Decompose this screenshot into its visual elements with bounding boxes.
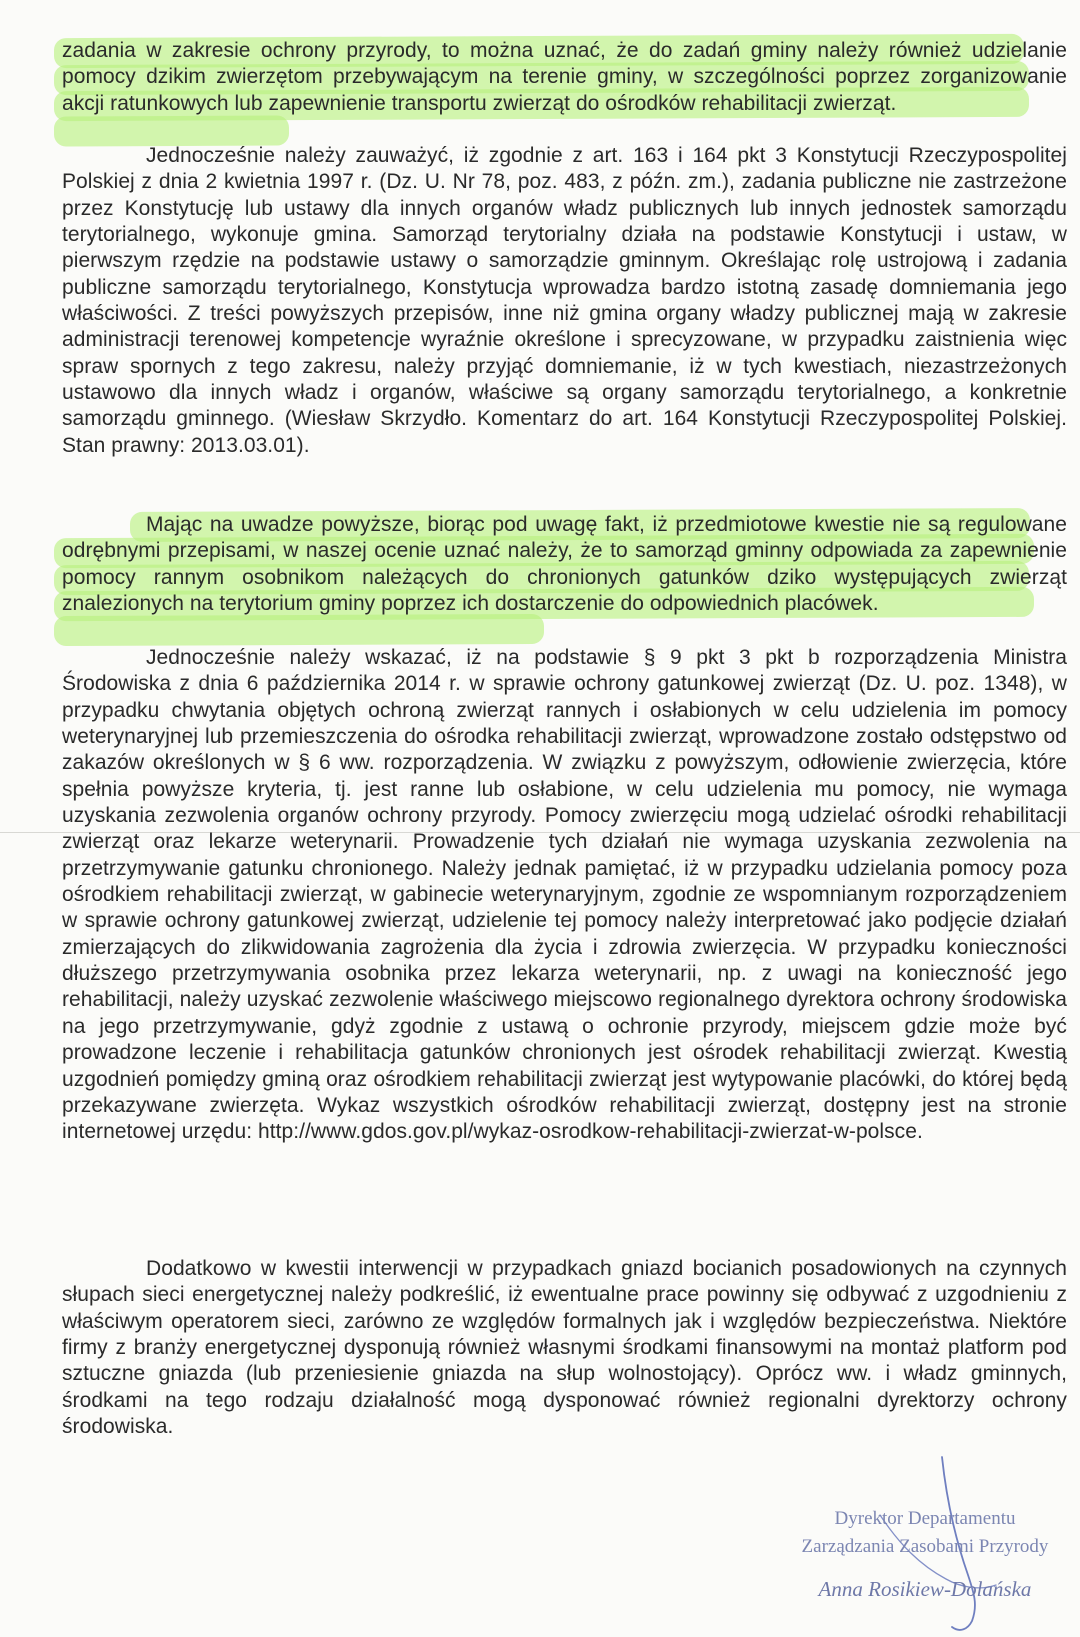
paragraph-text: Dodatkowo w kwestii interwencji w przypadkach gniazd bocianich posadowionych na czynnych słupach sieci energetycznej należy podkreślić, iż ewentualne prace powinny się odbywać z uzgodnieniu z właściwym operatorem sieci, zarówno ze względów formalnych jak i względów bezpieczeństwa. Niektóre firmy z branży energetycznej dysponują również własnymi środkami finansowymi na montaż platform pod sztuczne gniazda (lub przeniesienie gniazda na słup wolnostojący). Oprócz ww. i władz gminnych, środkami na tego rodzaju działalność mogą dysponować również regionalni dyrektorzy ochrony środowiska. [62,1257,1067,1439]
highlight-stroke [54,115,289,146]
signature-stamp [770,1505,1080,1603]
paragraph-2 [62,143,1067,459]
paragraph-text: Jednocześnie należy zauważyć, iż zgodnie z art. 163 i 164 pkt 3 Konstytucji Rzeczypospolitej Polskiej z dnia 2 kwietnia 1997 r. (Dz. U. Nr 78, poz. 483, z późn. zm.), zadania publiczne nie zastrzeżone przez Konstytucję lub ustawy dla innych organów władz publicznych lub innych jednostek samorządu terytorialnego, wykonuje gmina. Samorząd terytorialny działa na podstawie Konstytucji i ustaw, w pierwszym rzędzie na podstawie ustawy o samorządzie gminnym. Określając rolę ustrojową i zadania publiczne samorządu terytorialnego, Konstytucja wprowadza bardzo istotną zasadę domniemania jego właściwości. Z treści powyższych przepisów, inne niż gmina organy władzy publicznej mają w zakresie administracji terenowej kompetencje wyraźnie określone i sprecyzowane, w przypadku zaistnienia więc spraw spornych z tego zakresu, należy przyjąć domniemanie, iż w tych kwestiach, niezastrzeżonych ustawowo dla innych władz i organów, właściwe są organy samorządu terytorialnego, a konkretnie samorządu gminnego. (Wiesław Skrzydło. Komentarz do art. 164 Konstytucji Rzeczypospolitej Polskiej. Stan prawny: 2013.03.01). [62,144,1067,457]
paragraph-text: zadania w zakresie ochrony przyrody, to można uznać, że do zadań gminy należy również udzielanie pomocy dzikim zwierzętom przebywającym na terenie gminy, w szczególności poprzez zorganizowanie akcji ratunkowych lub zapewnienie transportu zwierząt do ośrodków rehabilitacji zwierząt. [62,39,1067,115]
paragraph-1 [62,38,1067,117]
paragraph-text: Jednocześnie należy wskazać, iż na podstawie § 9 pkt 3 pkt b rozporządzenia Ministra Środowiska z dnia 6 października 2014 r. w sprawie ochrony gatunkowej zwierząt (Dz. U. poz. 1348), w przypadku chwytania objętych ochroną zwierząt rannych i osłabionych w celu udzielenia im pomocy weterynaryjnej lub przemieszczenia do ośrodka rehabilitacji zwierząt, wprowadzone zostało odstępstwo od zakazów określonych w § 6 ww. rozporządzenia. W związku z powyższym, odłowienie zwierzęcia, które spełnia powyższe kryteria, tj. jest ranne lub osłabione, w celu udzielenia mu pomocy, nie wymaga uzyskania zezwolenia organów ochrony przyrody. Pomocy zwierzęciu mogą udzielać ośrodki rehabilitacji zwierząt oraz lekarze weterynarii. Prowadzenie tych działań nie wymaga uzyskania zezwolenia na przetrzymywanie gatunku chronionego. Należy jednak pamiętać, iż w przypadku udzielania pomocy poza ośrodkiem rehabilitacji zwierząt, w gabinecie weterynaryjnym, zgodnie ze wspomnianym rozporządzeniem w sprawie ochrony gatunkowej zwierząt, udzielenie tej pomocy należy interpretować jako podjęcie działań zmierzających do zlikwidowania zagrożenia dla życia i zdrowia zwierzęcia. W przypadku konieczności dłuższego przetrzymywania osobnika przez lekarza weterynarii, np. z uwagi na konieczność jego rehabilitacji, należy uzyskać zezwolenie właściwego miejscowo regionalnego dyrektora ochrony środowiska na jego przetrzymywanie, gdyż zgodnie z ustawą o ochronie przyrody, miejscem gdzie może być prowadzone leczenie i rehabilitacja gatunków chronionych jest ośrodek rehabilitacji zwierząt. Kwestią uzgodnień pomiędzy gminą oraz ośrodkiem rehabilitacji zwierząt jest wytypowanie placówki, do której będą przekazywane zwierzęta. Wykaz wszystkich ośrodków rehabilitacji zwierząt, dostępny jest na stronie internetowej urzędu: http://www.gdos.gov.pl/wykaz-osrodkow-rehabilitacji-zwierzat-w-polsce. [62,646,1067,1144]
paragraph-5 [62,1256,1067,1440]
highlight-stroke [54,614,544,646]
paragraph-3 [62,512,1067,617]
signatory-name: Anna Rosikiew-Dolańska [818,1577,1032,1601]
stamp-department-line: Zarządzania Zasobami Przyrody [801,1536,1049,1557]
paragraph-4 [62,645,1067,1146]
paragraph-text: Mając na uwadze powyższe, biorąc pod uwagę fakt, iż przedmiotowe kwestie nie są regulowane odrębnymi przepisami, w naszej ocenie uznać należy, że to samorząd gminny odpowiada za zapewnienie pomocy rannym osobnikom należących do chronionych gatunków dziko występujących zwierząt znalezionych na terytorium gminy poprzez ich dostarczenie do odpowiednich placówek. [62,513,1067,616]
stamp-title-line: Dyrektor Departamentu [834,1508,1016,1529]
